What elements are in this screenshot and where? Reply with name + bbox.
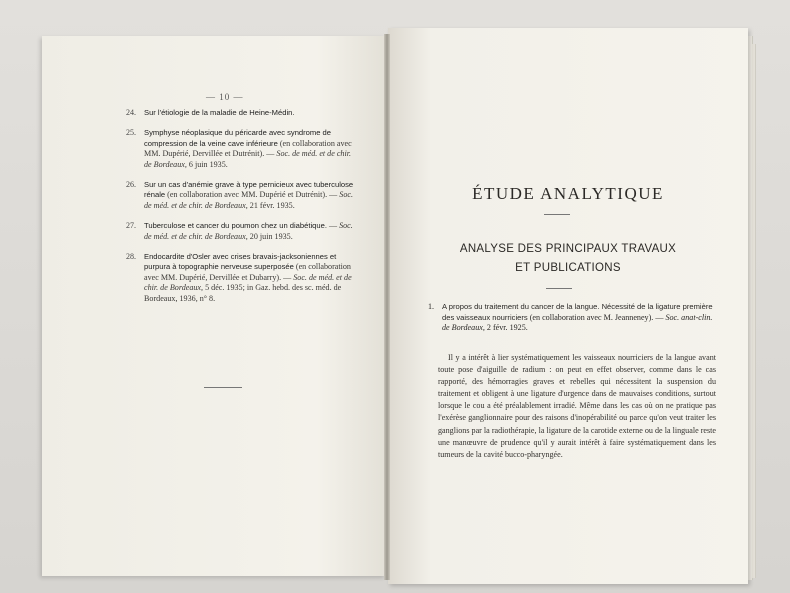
paragraph-text: Il y a intérêt à lier systématiquement les vaisseaux nourriciers de la langue avant toute pose d'aiguille de radium : on peut en effet observer, comme dans le cas rapporté, des hémorragies graves et rebelles qui nécessitent la suspension du traitement et obligent à une ligature d'urgence dans de mauvaises conditions, surtout lorsque le cou a été préalablement irradié. Même dans les cas où on ne pratique pas l'exérèse ganglionnaire pour des raisons d'inopérabilité ou parce qu'on veut traiter les ganglions par la radiothérapie, la ligature de la carotide externe ou de la linguale reste une manœuvre de prudence qu'il y aurait intérêt à faire systématiquement dans les tumeurs de la cavité bucco-pharyngée. (438, 353, 716, 459)
entry-body (428, 302, 718, 334)
publication-entry (428, 302, 718, 334)
entry-title: A propos du traitement du cancer de la langue. Nécessité de la ligature première des vaisseaux nourriciers (442, 302, 713, 322)
publication-entry (126, 108, 358, 118)
publication-entry (126, 252, 358, 304)
book-gutter (384, 34, 390, 580)
summary-paragraph (438, 352, 716, 461)
entry-date: 20 juin 1935. (247, 231, 293, 241)
page-subtitle (388, 240, 748, 278)
entry-title: Sur l'étiologie de la maladie de Heine-Médin. (144, 108, 295, 117)
subtitle-line: ANALYSE DES PRINCIPAUX TRAVAUX (459, 243, 677, 255)
entry-reference: — (326, 221, 340, 231)
entry-date: 2 févr. 1925. (484, 323, 528, 333)
page-title: ÉTUDE ANALYTIQUE (472, 184, 664, 203)
publication-entry (126, 128, 358, 170)
section-divider (544, 214, 570, 215)
entry-number: 28. (126, 252, 136, 262)
subtitle-line: ET PUBLICATIONS (515, 262, 621, 274)
entry-reference: (en collaboration avec MM. Dupérié, Dervillée et Dubarry). — (144, 262, 351, 282)
page-number: — 10 — (206, 92, 244, 102)
entry-date: 5 déc. 1935; in Gaz. hebd. des sc. méd. de Bordeaux, 1936, n° 8. (144, 283, 342, 303)
entry-reference: (en collaboration avec MM. Dupérié, Dervillée et Dutrénit). — (144, 138, 352, 159)
page-stack-edge (752, 44, 756, 578)
entry-title: Symphyse néoplasique du péricarde avec syndrome de compression de la veine cave inférieure (144, 128, 331, 148)
entry-reference: (en collaboration avec M. Jeanneney). — (527, 312, 666, 322)
entry-number: 24. (126, 108, 136, 117)
entry-journal: Soc. de méd. et de chir. de Bordeaux, (144, 190, 354, 210)
entry-journal: Soc. de méd. et de chir. de Bordeaux, (144, 272, 352, 293)
entry-number: 1. (428, 302, 434, 311)
entry-number: 27. (126, 221, 136, 231)
entry-title: Endocardite d'Osler avec crises bravais-jacksoniennes et purpura à topographie nerveuse superposée (144, 252, 337, 272)
entry-number: 25. (126, 128, 136, 138)
publication-list (126, 108, 358, 314)
entry-journal: Soc. de méd. et de chir. de Bordeaux, (144, 221, 353, 241)
entry-date: 6 juin 1935. (186, 159, 228, 169)
entry-date: 21 févr. 1935. (247, 200, 295, 210)
publication-entry (126, 221, 358, 242)
entry-journal: Soc. anat-clin. de Bordeaux, (442, 312, 713, 333)
section-divider (204, 387, 242, 388)
entry-journal: Soc. de méd. et de chir. de Bordeaux, (144, 149, 352, 169)
entry-number: 26. (126, 180, 136, 190)
entry-reference: (en collaboration avec MM. Dupérié et Dutrénit). — (165, 190, 340, 200)
entry-title: Sur un cas d'anémie grave à type pernicieux avec tuberculose rénale (144, 180, 354, 200)
section-divider (546, 288, 572, 289)
entry-title: Tuberculose et cancer du poumon chez un diabétique. (144, 221, 327, 231)
publication-entry (126, 180, 358, 211)
